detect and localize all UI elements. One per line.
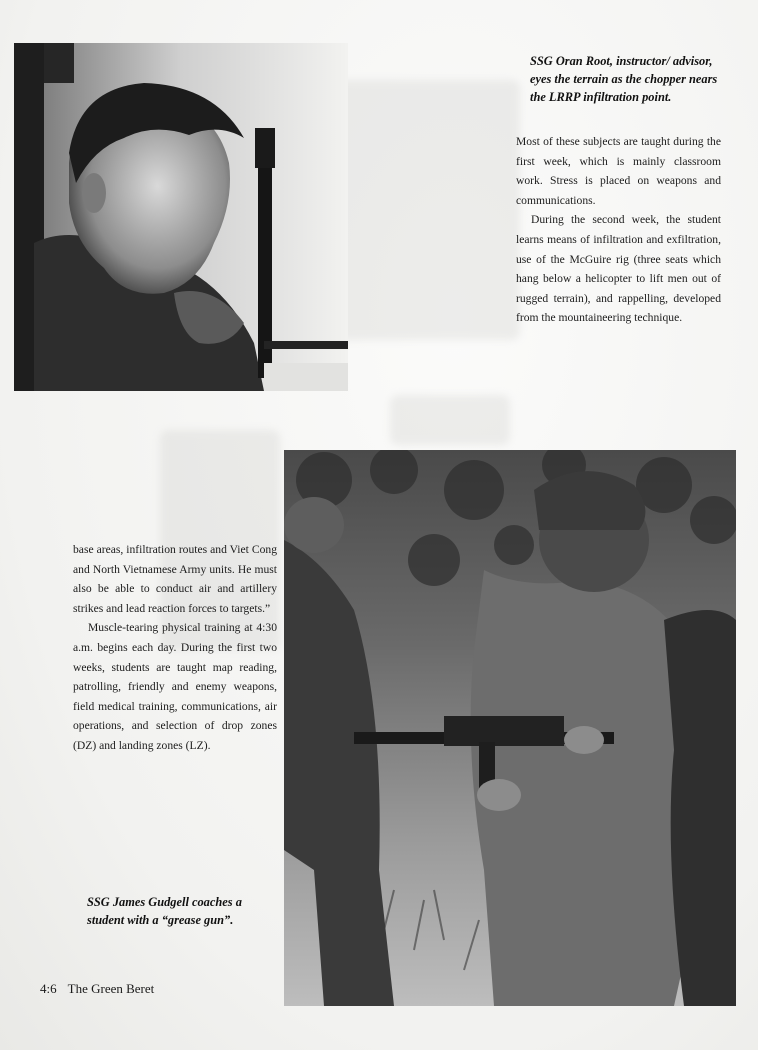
article-column-right (516, 132, 721, 328)
paragraph: During the second week, the student learns means of infiltration and exfiltration, use of the McGuire rig (three seats which hang below a helicopter to lift men out of rugged terrain), and rappelling, developed from the mountaineering technique. (516, 213, 721, 325)
training-photo-illustration (284, 450, 736, 1006)
paragraph: base areas, infiltration routes and Viet Cong and North Vietnamese Army units. He must also be able to conduct air and artillery strikes and lead reaction forces to targets.” (73, 543, 277, 615)
page-number: 4:6 (40, 981, 57, 996)
photo-soldier-in-helicopter (14, 43, 348, 391)
background-ghost-image (390, 395, 510, 445)
page-footer (40, 981, 154, 997)
photo-caption-bottom: SSG James Gudgell coaches a student with a “grease gun”. (87, 895, 242, 927)
photo-grease-gun-training (284, 450, 736, 1006)
paragraph: Muscle-tearing physical training at 4:30 a.m. begins each day. During the first two weeks, students are taught map reading, patrolling, friendly and enemy weapons, field medical training, communications, air operations, and selection of drop zones (DZ) and landing zones (LZ). (73, 621, 277, 752)
article-column-left (73, 540, 277, 756)
soldier-photo-illustration (14, 43, 348, 391)
photo-caption-top: SSG Oran Root, instructor/ advisor, eyes the terrain as the chopper nears the LRRP infiltration point. (530, 54, 718, 104)
publication-name: The Green Beret (67, 981, 155, 996)
paragraph: Most of these subjects are taught during the first week, which is mainly classroom work. Stress is placed on weapons and communications. (516, 135, 721, 207)
